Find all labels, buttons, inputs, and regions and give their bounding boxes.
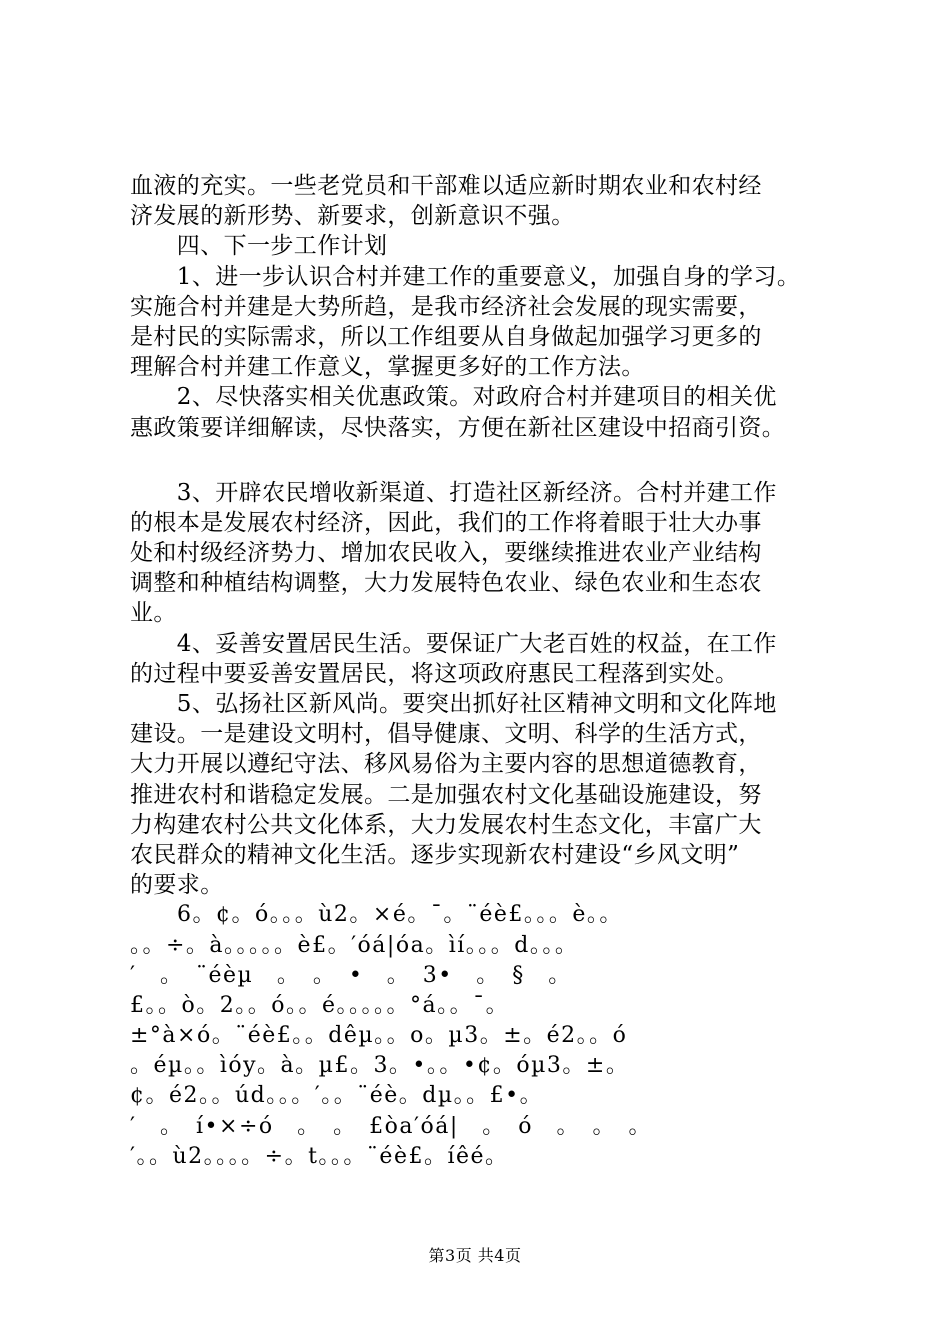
text-line: 惠政策要详细解读，尽快落实，方便在新社区建设中招商引资。 xyxy=(130,414,786,441)
garbled-line: 。éµ。。ìóy。à。µ£。3。•。。•¢。óµ3。±。 xyxy=(130,1053,630,1079)
text-line: 大力开展以遵纪守法、移风易俗为主要内容的思想道德教育， xyxy=(130,751,762,778)
garbled-line: ±°à×ó。¨éè£。。dêµ。。o。µ3。±。é2。。ó xyxy=(130,1023,628,1049)
text-line: 建设。一是建设文明村，倡导健康、文明、科学的生活方式， xyxy=(130,721,762,748)
text-line: 济发展的新形势、新要求，创新意识不强。 xyxy=(130,203,575,230)
section-heading: 四、下一步工作计划 xyxy=(130,233,388,260)
text-block-part1 xyxy=(130,171,840,443)
text-line: 的根本是发展农村经济，因此，我们的工作将着眼于壮大办事 xyxy=(130,509,762,536)
garbled-line: 6。¢。ó。。。ù2。×é。¯。¨éè£。。。è。。 xyxy=(130,902,623,928)
text-line: 2、尽快落实相关优惠政策。对政府合村并建项目的相关优 xyxy=(130,384,777,411)
text-line: 实施合村并建是大势所趋，是我市经济社会发展的现实需要， xyxy=(130,293,762,320)
text-line: 的过程中要妥善安置居民，将这项政府惠民工程落到实处。 xyxy=(130,660,739,687)
text-line: 5、弘扬社区新风尚。要突出抓好社区精神文明和文化阵地 xyxy=(130,691,777,717)
text-line: 业。 xyxy=(130,600,177,627)
text-line: 血液的充实。一些老党员和干部难以适应新时期农业和农村经 xyxy=(130,173,762,199)
page-footer xyxy=(0,1243,950,1266)
garbled-line: ′ 。 í•×÷ó 。 。 £òa′óá| 。 ó 。 。 。 xyxy=(130,1113,652,1139)
paragraph-gap xyxy=(130,443,840,478)
garbled-line: ′。。ù2。。。。÷。t。。。¨éè£。íêé。 xyxy=(130,1143,509,1169)
garbled-line: ¢。é2。。úd。。。′。。¨éè。dµ。。£•。 xyxy=(130,1083,544,1109)
text-line: 4、妥善安置居民生活。要保证广大老百姓的权益，在工作 xyxy=(130,630,777,657)
text-line: 处和村级经济势力、增加农民收入，要继续推进农业产业结构 xyxy=(130,540,762,567)
garbled-text-block xyxy=(130,900,840,1172)
garbled-line: 。。÷。à。。。。。è£。′óá|óa。ìí。。。d。。。 xyxy=(130,932,579,958)
text-line: 的要求。 xyxy=(130,872,224,899)
text-line: 农民群众的精神文化生活。逐步实现新农村建设“乡风文明” xyxy=(130,841,740,868)
text-line: 理解合村并建工作意义，掌握更多好的工作方法。 xyxy=(130,354,645,381)
text-line: 调整和种植结构调整，大力发展特色农业、绿色农业和生态农 xyxy=(130,570,762,597)
garbled-line: £。。ò。2。。ó。。é。。。。。°á。。¯。 xyxy=(130,992,510,1018)
text-line: 推进农村和谐稳定发展。二是加强农村文化基础设施建设，努 xyxy=(130,781,762,808)
document-body xyxy=(130,171,840,1172)
text-block-part2 xyxy=(130,478,840,901)
text-line: 1、进一步认识合村并建工作的重要意义，加强自身的学习。 xyxy=(130,263,801,290)
text-line: 3、开辟农民增收新渠道、打造社区新经济。合村并建工作 xyxy=(130,479,777,506)
page-number: 第3页 共4页 xyxy=(428,1246,522,1265)
text-line: 是村民的实际需求，所以工作组要从自身做起加强学习更多的 xyxy=(130,323,762,350)
garbled-line: ′ 。 ¨éèµ 。 。 • 。 3• 。 § 。 xyxy=(130,962,572,988)
text-line: 力构建农村公共文化体系，大力发展农村生态文化，丰富广大 xyxy=(130,811,762,838)
